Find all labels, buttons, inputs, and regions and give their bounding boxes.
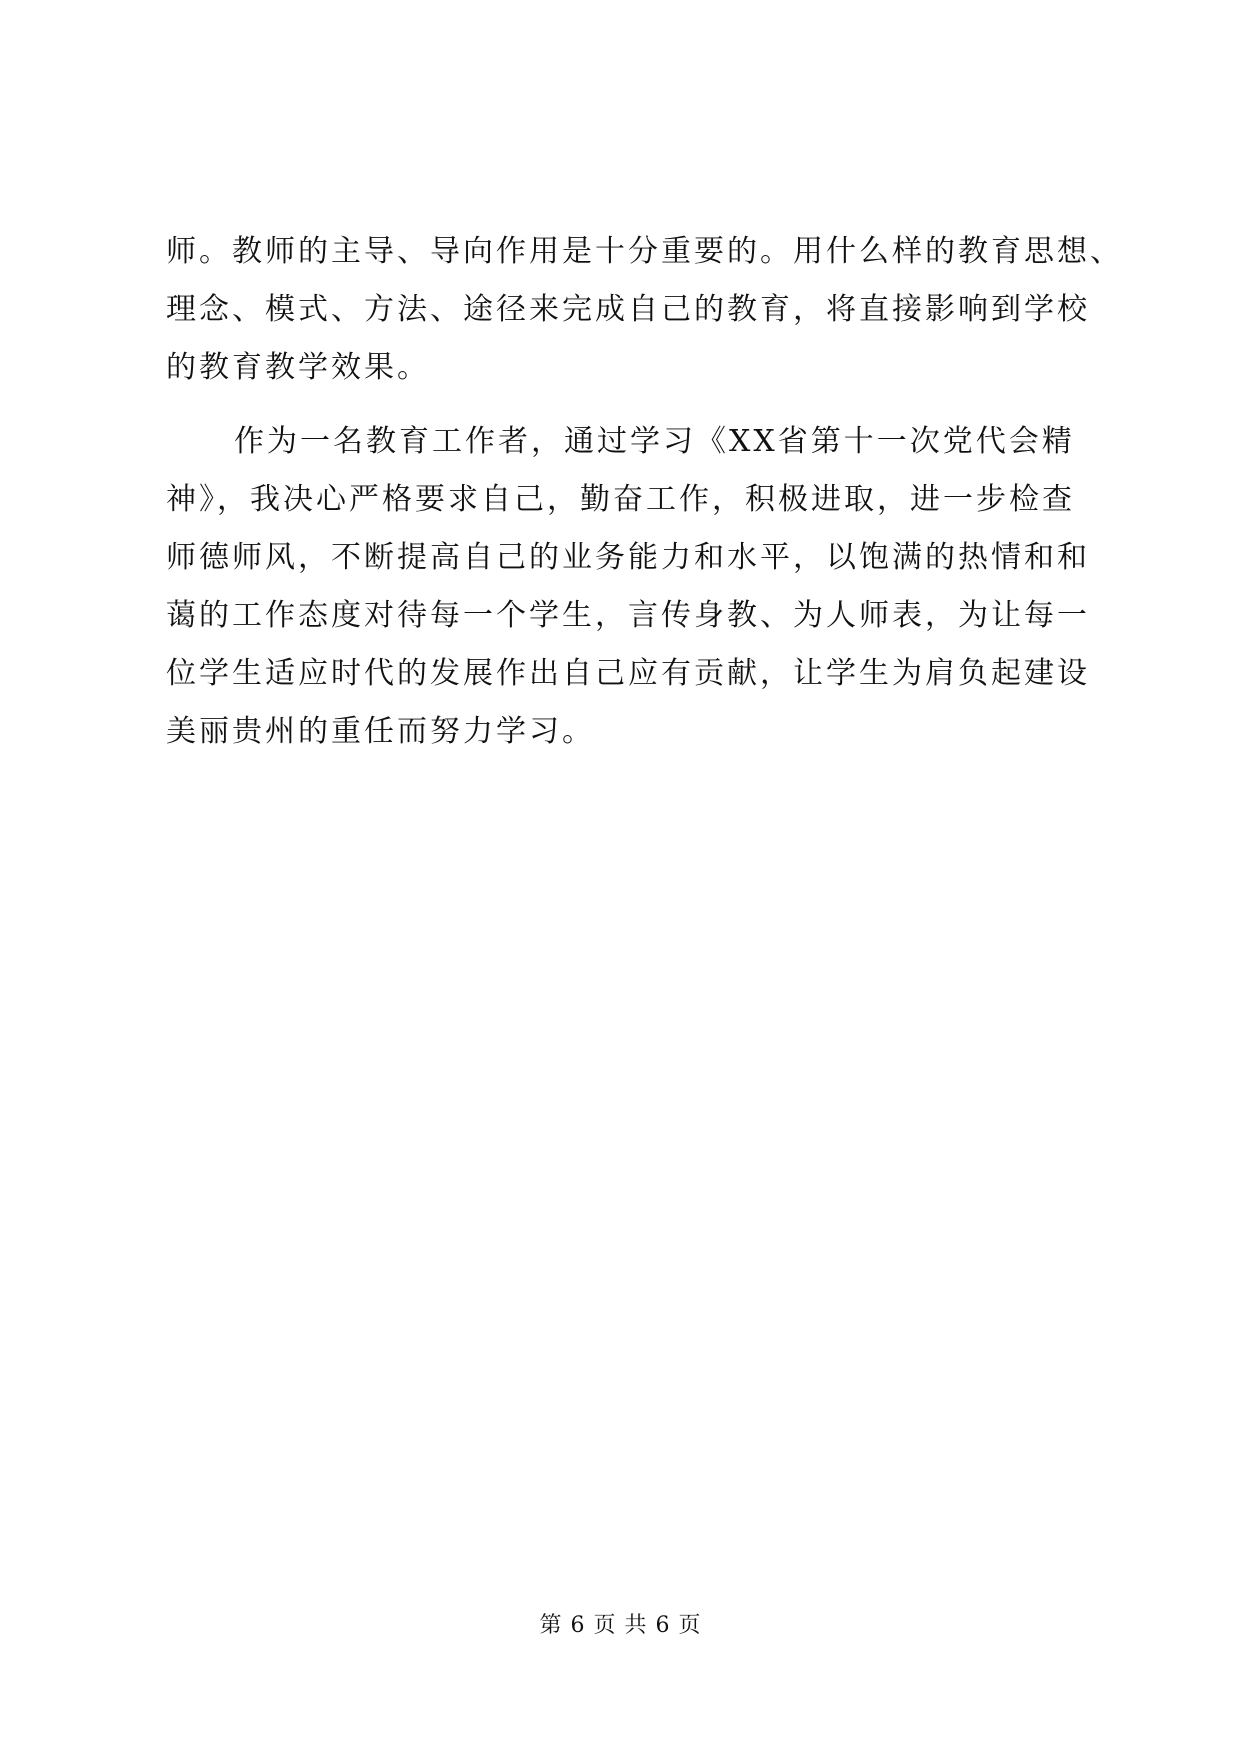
paragraph-2 <box>166 413 1090 761</box>
text-line: 师德师风，不断提高自己的业务能力和水平，以饱满的热情和和 <box>166 540 1090 575</box>
text-line: 师。教师的主导、导向作用是十分重要的。用什么样的教育思想、 <box>166 234 1123 269</box>
document-body <box>166 223 1123 761</box>
text-line: 蔼的工作态度对待每一个学生，言传身教、为人师表，为让每一 <box>166 598 1090 633</box>
text-line: 的教育教学效果。 <box>166 350 430 385</box>
paragraph-1 <box>166 223 1123 397</box>
text-line: 位学生适应时代的发展作出自己应有贡献，让学生为肩负起建设 <box>166 656 1090 691</box>
text-line: 神》，我决心严格要求自己，勤奋工作，积极进取，进一步检查 <box>166 482 1075 517</box>
text-line: 美丽贵州的重任而努力学习。 <box>166 714 595 749</box>
paragraph-spacer <box>166 397 1086 413</box>
text-line: 作为一名教育工作者，通过学习《XX省第十一次党代会精 <box>234 424 1075 459</box>
page-number-footer: 第 6 页 共 6 页 <box>539 1613 702 1638</box>
text-line: 理念、模式、方法、途径来完成自己的教育，将直接影响到学校 <box>166 292 1090 327</box>
